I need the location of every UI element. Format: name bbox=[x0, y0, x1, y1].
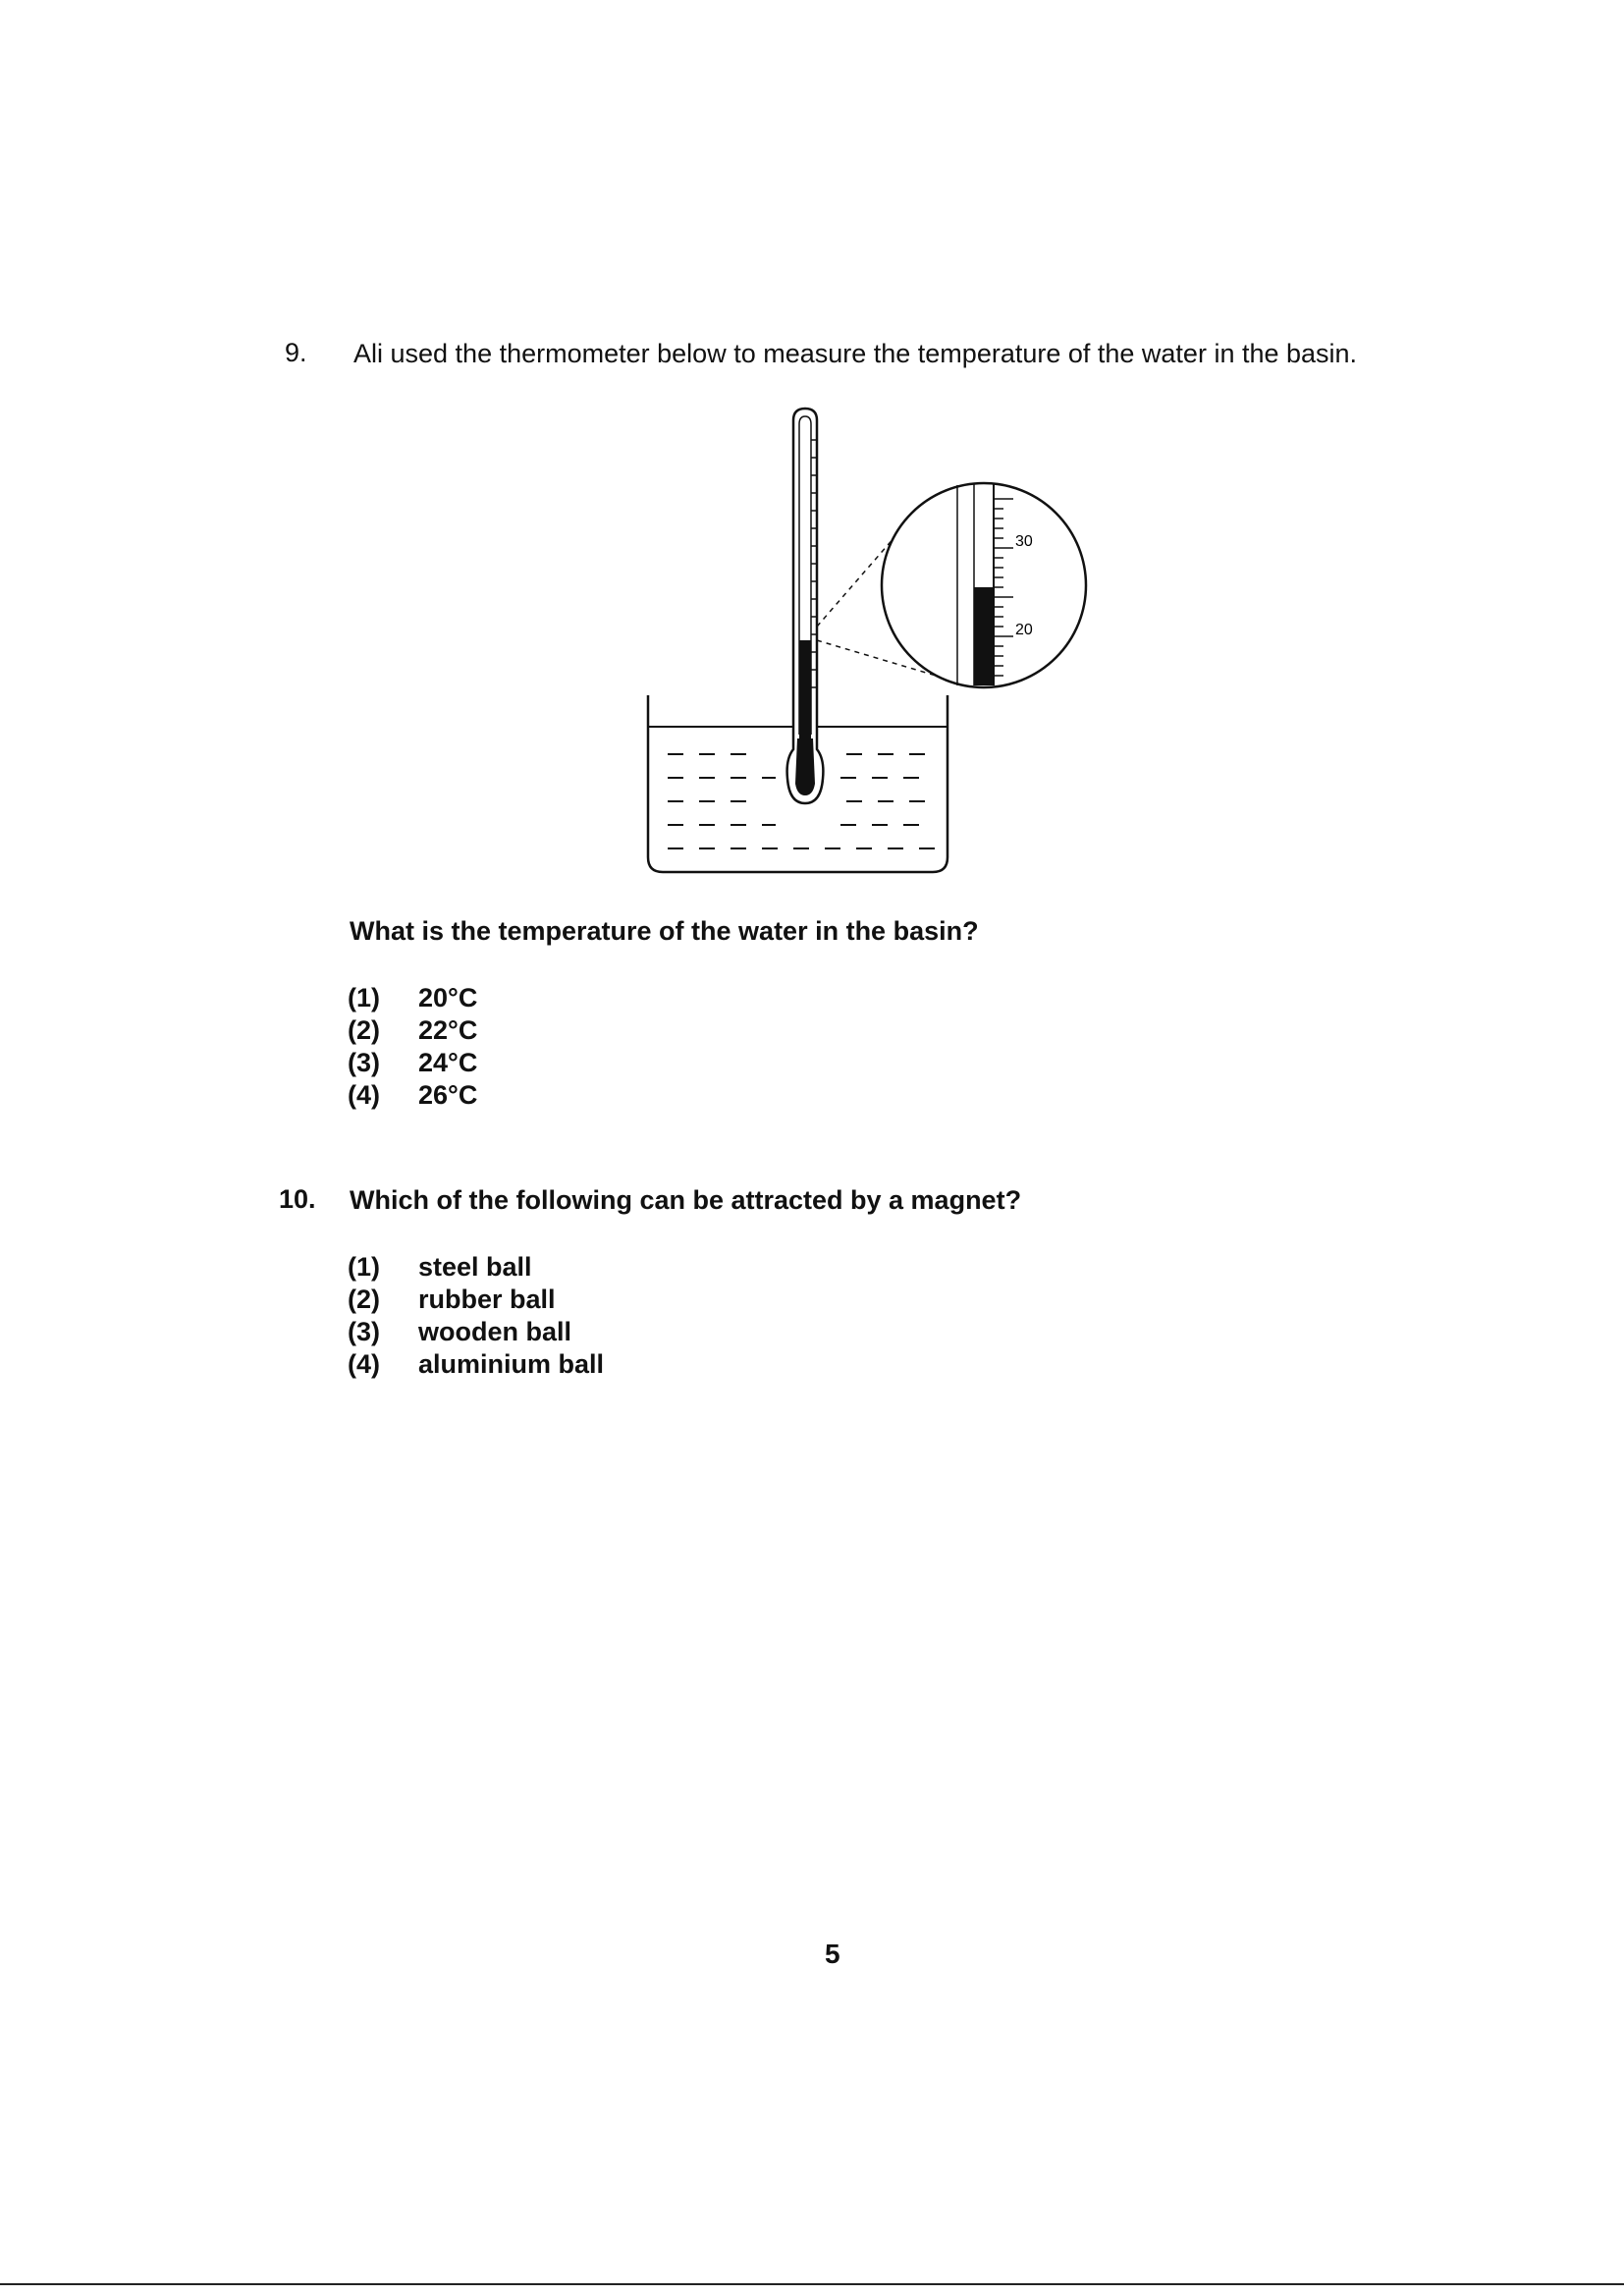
option-label: (3) bbox=[348, 1317, 380, 1346]
question-10-number: 10. bbox=[279, 1184, 316, 1214]
question-9-number: 9. bbox=[285, 338, 307, 367]
page-number: 5 bbox=[825, 1939, 840, 1969]
option-text: aluminium ball bbox=[418, 1349, 605, 1379]
option-label: (1) bbox=[348, 1252, 380, 1282]
option-text: 24°C bbox=[418, 1048, 478, 1077]
page-bottom-rule bbox=[0, 2283, 1624, 2285]
option-text: 26°C bbox=[418, 1080, 478, 1110]
option-text: 20°C bbox=[418, 983, 478, 1012]
option-text: steel ball bbox=[418, 1252, 532, 1282]
q9-option-4[interactable] bbox=[348, 1079, 477, 1112]
q10-option-3[interactable] bbox=[348, 1316, 604, 1348]
question-9-options bbox=[348, 982, 477, 1112]
q9-option-2[interactable] bbox=[348, 1014, 477, 1047]
scale-label-20: 20 bbox=[1015, 622, 1033, 638]
option-label: (4) bbox=[348, 1080, 380, 1110]
question-10-text: Which of the following can be attracted by a magnet? bbox=[350, 1185, 1022, 1215]
question-10-options bbox=[348, 1251, 604, 1381]
q9-option-1[interactable] bbox=[348, 982, 477, 1014]
q10-option-4[interactable] bbox=[348, 1348, 604, 1381]
magnified-mercury bbox=[974, 587, 994, 685]
question-9-text: Ali used the thermometer below to measure the temperature of the water in the basin. bbox=[353, 339, 1358, 368]
option-label: (2) bbox=[348, 1015, 380, 1045]
question-9-prompt: What is the temperature of the water in the basin? bbox=[350, 916, 979, 946]
mercury-column bbox=[799, 640, 811, 738]
option-label: (1) bbox=[348, 983, 380, 1012]
q10-option-2[interactable] bbox=[348, 1284, 604, 1316]
thermometer-diagram bbox=[628, 401, 1100, 882]
q9-option-3[interactable] bbox=[348, 1047, 477, 1079]
option-label: (2) bbox=[348, 1285, 380, 1314]
option-label: (4) bbox=[348, 1349, 380, 1379]
scale-label-30: 30 bbox=[1015, 533, 1033, 550]
thermometer-basin-figure bbox=[628, 401, 1100, 887]
q10-option-1[interactable] bbox=[348, 1251, 604, 1284]
thermometer-bulb bbox=[795, 738, 815, 795]
option-text: 22°C bbox=[418, 1015, 478, 1045]
option-label: (3) bbox=[348, 1048, 380, 1077]
option-text: rubber ball bbox=[418, 1285, 556, 1314]
option-text: wooden ball bbox=[418, 1317, 572, 1346]
